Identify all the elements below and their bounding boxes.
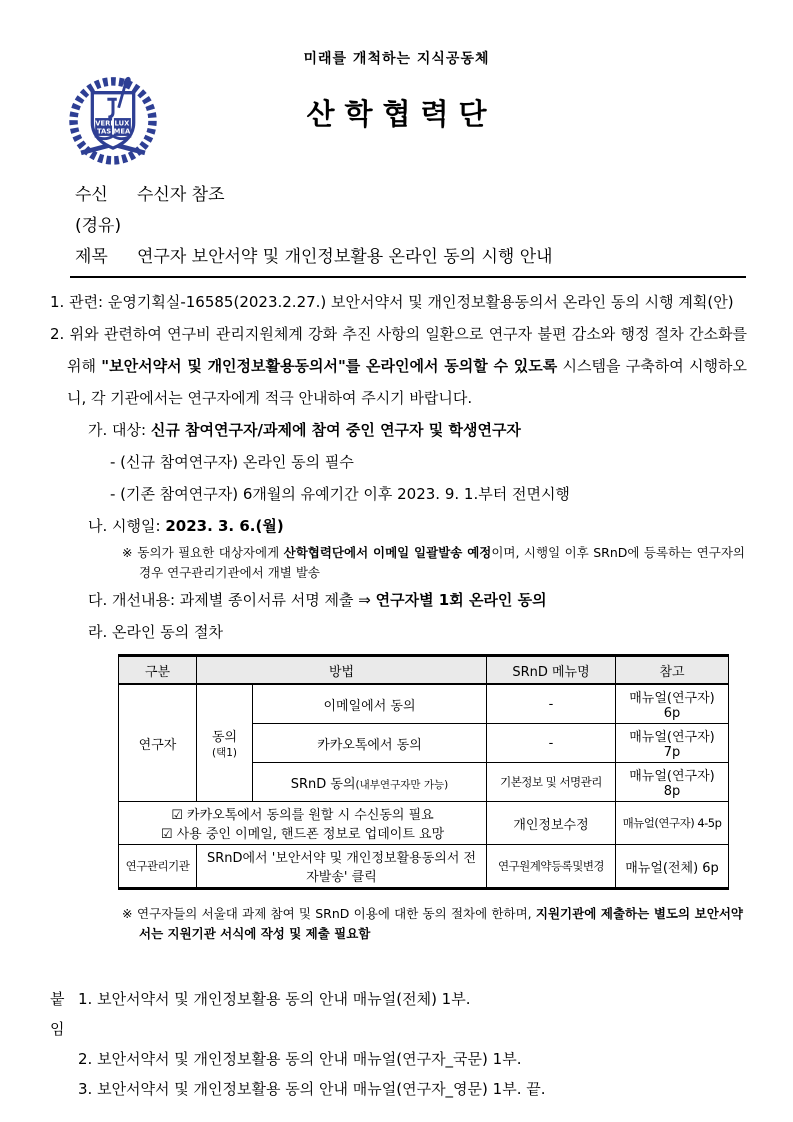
cell-ref-privacy: 매뉴얼(연구자) 4-5p bbox=[616, 802, 729, 845]
item-date-label: 나. 시행일: bbox=[88, 517, 166, 535]
cell-method-email: 이메일에서 동의 bbox=[253, 684, 487, 724]
cell-ref-admin: 매뉴얼(전체) 6p bbox=[616, 845, 729, 889]
table-header-row bbox=[119, 656, 729, 685]
motto-word-lux: LUX bbox=[114, 119, 130, 128]
srnd-method-text: SRnD 동의 bbox=[290, 776, 356, 792]
body-paragraphs bbox=[50, 286, 747, 414]
kakao-note-1: ☑ 카카오톡에서 동의를 원할 시 수신동의 필요 bbox=[171, 808, 434, 823]
item-procedure: 라. 온라인 동의 절차 bbox=[88, 623, 223, 641]
item-target-bold: 신규 참여연구자/과제에 참여 중인 연구자 및 학생연구자 bbox=[150, 421, 521, 439]
item-improvement-label: 다. 개선내용: 과제별 종이서류 서명 제출 ⇒ bbox=[88, 591, 376, 609]
paragraph-2-text: 2. 위와 관련하여 연구비 관리지원체계 강화 추진 사항의 일환으로 연구자 불편 감소와 행정 절차 간소화를 위해 bbox=[50, 325, 747, 375]
item-target-sub-1: - (신규 참여연구자) 온라인 동의 필수 bbox=[110, 453, 354, 471]
item-target-sub-2: - (기존 참여연구자) 6개월의 유예기간 이후 2023. 9. 1.부터 전면시행 bbox=[110, 485, 570, 503]
cell-research-admin: 연구관리기관 bbox=[119, 845, 197, 889]
table-row bbox=[119, 684, 729, 724]
masthead bbox=[0, 72, 793, 168]
col-header-method: 방법 bbox=[197, 656, 487, 685]
kakao-note-2: ☑ 사용 중인 이메일, 핸드폰 정보로 업데이트 요망 bbox=[160, 827, 445, 842]
note-scope-text: ※ 연구자들의 서울대 과제 참여 및 SRnD 이용에 대한 동의 절차에 한하며, bbox=[122, 906, 536, 921]
motto-word-tas: TAS bbox=[96, 127, 112, 136]
consent-line-2: (택1) bbox=[211, 747, 238, 759]
document-header-fields bbox=[75, 180, 745, 273]
subject-value: 연구자 보안서약 및 개인정보활용 온라인 동의 시행 안내 bbox=[137, 247, 553, 267]
col-header-category: 구분 bbox=[119, 656, 197, 685]
attachments bbox=[50, 984, 753, 1104]
consent-line-1: 동의 bbox=[211, 730, 238, 745]
note-email-tail: 이며, 시행일 이후 SRnD에 등록하는 연구자의 경우 연구관리기관에서 개별 발송 bbox=[139, 545, 745, 580]
cell-consent-choice bbox=[197, 684, 253, 802]
attachment-item: 3. 보안서약서 및 개인정보활용 동의 안내 매뉴얼(연구자_영문) 1부. 끝. bbox=[78, 1080, 546, 1098]
attachment-item: 2. 보안서약서 및 개인정보활용 동의 안내 매뉴얼(연구자_국문) 1부. bbox=[78, 1050, 522, 1068]
col-header-reference: 참고 bbox=[616, 656, 729, 685]
table-row bbox=[119, 802, 729, 845]
paragraph-2 bbox=[50, 318, 747, 414]
cell-ref-srnd: 매뉴얼(연구자) 8p bbox=[616, 763, 729, 802]
paragraph-1: 1. 관련: 운영기획실-16585(2023.2.27.) 보안서약서 및 개인정보활용동의서 온라인 동의 시행 계획(안) bbox=[50, 293, 734, 311]
note-email-text: ※ 동의가 필요한 대상자에게 bbox=[122, 545, 284, 560]
paragraph-2-tail: 시스템을 구축하여 시행하오니, 각 기관에서는 연구자에게 적극 안내하여 주시기 바랍니다. bbox=[67, 357, 748, 407]
item-target bbox=[88, 414, 753, 446]
cell-researcher: 연구자 bbox=[119, 684, 197, 802]
recipient-label: 수신 bbox=[75, 185, 108, 205]
cell-menu-admin: 연구원계약등록및변경 bbox=[487, 845, 616, 889]
paragraph-2-bold: "보안서약서 및 개인정보활용동의서"를 온라인에서 동의할 수 있도록 bbox=[101, 357, 558, 375]
item-improvement-bold: 연구자별 1회 온라인 동의 bbox=[375, 591, 547, 609]
note-email-bold: 산학협력단에서 이메일 일괄발송 예정 bbox=[283, 545, 492, 560]
cell-menu-email: - bbox=[487, 684, 616, 724]
item-improvement bbox=[88, 584, 753, 616]
cell-ref-kakao: 매뉴얼(연구자) 7p bbox=[616, 724, 729, 763]
header-divider bbox=[70, 276, 746, 278]
item-date-bold: 2023. 3. 6.(월) bbox=[165, 517, 284, 535]
cell-method-admin: SRnD에서 '보안서약 및 개인정보활용동의서 전자발송' 클릭 bbox=[197, 845, 487, 889]
cell-menu-kakao: - bbox=[487, 724, 616, 763]
procedure-table bbox=[118, 654, 729, 890]
attachment-item: 1. 보안서약서 및 개인정보활용 동의 안내 매뉴얼(전체) 1부. bbox=[78, 990, 471, 1008]
col-header-srnd-menu: SRnD 메뉴명 bbox=[487, 656, 616, 685]
via-label: (경유) bbox=[75, 216, 122, 236]
note-email-dispatch bbox=[122, 543, 745, 583]
attachments-label: 붙임 bbox=[50, 990, 65, 1038]
snu-seal-logo bbox=[66, 72, 160, 166]
subject-row bbox=[75, 242, 745, 273]
via-row bbox=[75, 211, 745, 242]
motto-word-mea: MEA bbox=[113, 127, 131, 136]
cell-menu-privacy: 개인정보수정 bbox=[487, 802, 616, 845]
slogan: 미래를 개척하는 지식공동체 bbox=[303, 51, 490, 67]
recipient-value: 수신자 참조 bbox=[137, 185, 225, 205]
org-title: 산학협력단 bbox=[306, 97, 497, 131]
subject-label: 제목 bbox=[75, 247, 108, 267]
cell-kakao-notes bbox=[119, 802, 487, 845]
note-scope-bold: 지원기관에 제출하는 별도의 보안서약서는 지원기관 서식에 작성 및 제출 필요함 bbox=[139, 906, 743, 941]
motto-word-veri: VERI bbox=[95, 119, 113, 128]
sub-sections bbox=[0, 414, 793, 648]
cell-menu-srnd: 기본정보 및 서명관리 bbox=[487, 763, 616, 802]
srnd-method-note: (내부연구자만 가능) bbox=[355, 778, 449, 791]
note-scope bbox=[122, 904, 743, 944]
recipient-row bbox=[75, 180, 745, 211]
cell-ref-email: 매뉴얼(연구자) 6p bbox=[616, 684, 729, 724]
item-target-label: 가. 대상: bbox=[88, 421, 151, 439]
cell-method-kakao: 카카오톡에서 동의 bbox=[253, 724, 487, 763]
attachment-row-1 bbox=[50, 984, 753, 1044]
table-row bbox=[119, 845, 729, 889]
item-date bbox=[88, 510, 753, 542]
cell-method-srnd bbox=[253, 763, 487, 802]
